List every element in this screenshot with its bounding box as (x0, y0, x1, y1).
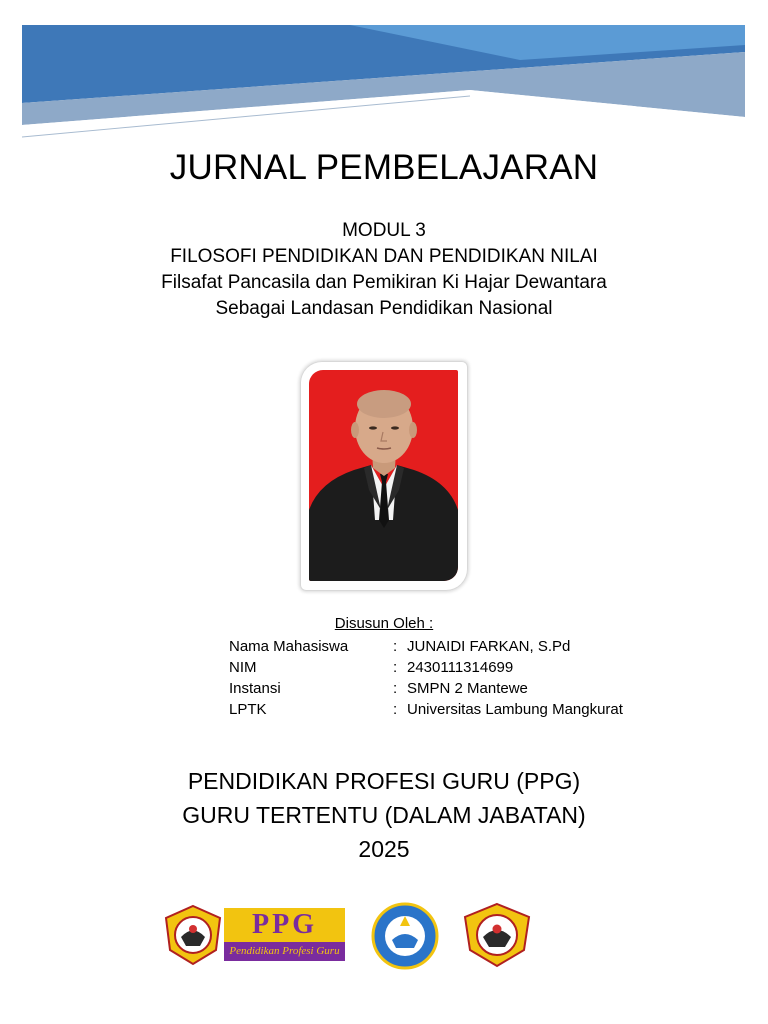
ppg-logo (224, 908, 345, 961)
ppg-logo-text: PPG (252, 909, 317, 940)
info-key: Nama Mahasiswa (229, 638, 349, 655)
info-row-lptk: LPTK : Universitas Lambung Mangkurat (229, 701, 623, 718)
author-info (229, 636, 623, 720)
tut-wuri-handayani-icon (370, 902, 440, 970)
program-line2: GURU TERTENTU (DALAM JABATAN) (182, 802, 586, 828)
module-subtitle-line1: Filsafat Pancasila dan Pemikiran Ki Hajar Dewantara (161, 272, 607, 293)
info-value: JUNAIDI FARKAN, S.Pd (407, 638, 571, 655)
info-row-nim: NIM : 2430111314699 (229, 659, 514, 676)
info-row-name: Nama Mahasiswa : JUNAIDI FARKAN, S.Pd (229, 638, 571, 655)
university-seal-icon (463, 902, 531, 968)
info-key: NIM (229, 659, 257, 676)
compiled-by-label: Disusun Oleh : (334, 615, 434, 632)
logo-row (0, 900, 768, 980)
program-line1: PENDIDIKAN PROFESI GURU (PPG) (187, 768, 581, 794)
university-seal-icon (164, 904, 222, 966)
author-photo-frame (300, 361, 468, 591)
page-title: JURNAL PEMBELAJARAN (169, 148, 599, 187)
module-label: MODUL 3 (342, 220, 426, 241)
header-banner (0, 0, 768, 150)
author-photo (309, 370, 458, 581)
info-value: 2430111314699 (407, 659, 514, 676)
program-year: 2025 (358, 836, 410, 862)
module-topic: FILOSOFI PENDIDIKAN DAN PENDIDIKAN NILAI (170, 246, 598, 267)
info-value: Universitas Lambung Mangkurat (407, 701, 623, 718)
info-key: Instansi (229, 680, 281, 697)
info-key: LPTK (229, 701, 267, 718)
info-row-instansi: Instansi : SMPN 2 Mantewe (229, 680, 528, 697)
module-subtitle-line2: Sebagai Landasan Pendidikan Nasional (215, 298, 553, 319)
info-value: SMPN 2 Mantewe (407, 680, 528, 697)
ppg-logo-caption: Pendidikan Profesi Guru (229, 945, 340, 957)
